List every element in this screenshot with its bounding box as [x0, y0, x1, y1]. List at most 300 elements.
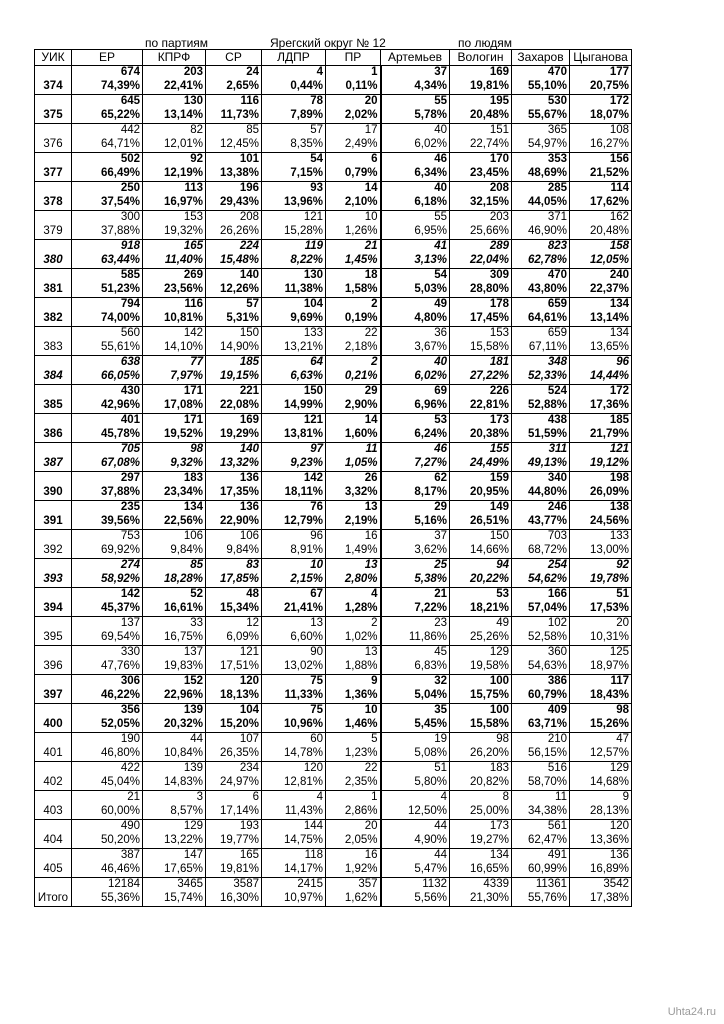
count-cell: 210	[512, 733, 570, 748]
count-cell: 274	[72, 559, 143, 574]
count-cell: 51	[381, 762, 450, 777]
percent-cell: 2,86%	[326, 805, 381, 820]
percent-cell: 0,19%	[326, 312, 381, 327]
percent-cell: 60,00%	[72, 805, 143, 820]
percent-cell: 5,78%	[381, 109, 450, 124]
count-cell: 35	[381, 704, 450, 719]
count-cell: 4	[381, 791, 450, 806]
percent-cell: 14,90%	[206, 341, 262, 356]
count-cell: 21	[381, 588, 450, 603]
percent-cell: 11,43%	[262, 805, 326, 820]
count-cell: 96	[570, 356, 632, 371]
count-cell: 208	[206, 211, 262, 226]
percent-cell: 23,34%	[143, 486, 206, 501]
percent-cell: 20,48%	[450, 109, 512, 124]
count-cell: 92	[570, 559, 632, 574]
count-cell: 171	[143, 385, 206, 400]
count-cell: 4	[262, 791, 326, 806]
percent-cell: 54,62%	[512, 573, 570, 588]
count-cell: 140	[206, 269, 262, 284]
percent-cell: 22,81%	[450, 399, 512, 414]
uik-cell: 393	[35, 559, 72, 588]
percent-cell: 18,11%	[262, 486, 326, 501]
uik-cell: 404	[35, 820, 72, 849]
count-cell: 113	[143, 182, 206, 197]
percent-cell: 52,33%	[512, 370, 570, 385]
uik-cell: 381	[35, 269, 72, 298]
table-row-percents	[35, 718, 632, 733]
count-cell: 55	[381, 95, 450, 110]
count-cell: 306	[72, 675, 143, 690]
count-cell: 172	[570, 95, 632, 110]
percent-cell: 55,67%	[512, 109, 570, 124]
table-row-counts	[35, 530, 632, 545]
column-header: УИК	[35, 50, 72, 66]
count-cell: 203	[143, 66, 206, 81]
percent-cell: 14,78%	[262, 747, 326, 762]
count-cell: 100	[450, 704, 512, 719]
count-cell: 120	[206, 675, 262, 690]
percent-cell: 9,69%	[262, 312, 326, 327]
count-cell: 139	[143, 704, 206, 719]
count-cell: 11	[512, 791, 570, 806]
table-row-counts	[35, 762, 632, 777]
percent-cell: 13,38%	[206, 167, 262, 182]
percent-cell: 15,26%	[570, 718, 632, 733]
count-cell: 98	[143, 443, 206, 458]
count-cell: 196	[206, 182, 262, 197]
percent-cell: 11,40%	[143, 254, 206, 269]
percent-cell: 21,30%	[450, 892, 512, 907]
percent-cell: 50,20%	[72, 834, 143, 849]
count-cell: 142	[262, 472, 326, 487]
percent-cell: 13,02%	[262, 660, 326, 675]
count-cell: 24	[206, 66, 262, 81]
percent-cell: 16,65%	[450, 863, 512, 878]
count-cell: 129	[143, 820, 206, 835]
percent-cell: 6,96%	[381, 399, 450, 414]
uik-cell: 383	[35, 327, 72, 356]
percent-cell: 55,10%	[512, 80, 570, 95]
header-row	[35, 50, 632, 66]
uik-cell: 397	[35, 675, 72, 704]
percent-cell: 46,46%	[72, 863, 143, 878]
percent-cell: 20,82%	[450, 776, 512, 791]
count-cell: 9	[326, 675, 381, 690]
count-cell: 340	[512, 472, 570, 487]
percent-cell: 69,54%	[72, 631, 143, 646]
percent-cell: 18,21%	[450, 602, 512, 617]
percent-cell: 5,56%	[381, 892, 450, 907]
percent-cell: 12,81%	[262, 776, 326, 791]
percent-cell: 10,84%	[143, 747, 206, 762]
percent-cell: 51,59%	[512, 428, 570, 443]
count-cell: 121	[262, 414, 326, 429]
percent-cell: 22,08%	[206, 399, 262, 414]
percent-cell: 5,38%	[381, 573, 450, 588]
percent-cell: 11,73%	[206, 109, 262, 124]
percent-cell: 14,68%	[570, 776, 632, 791]
count-cell: 178	[450, 298, 512, 313]
count-cell: 4339	[450, 878, 512, 893]
percent-cell: 47,76%	[72, 660, 143, 675]
count-cell: 92	[143, 153, 206, 168]
percent-cell: 12,50%	[381, 805, 450, 820]
count-cell: 140	[206, 443, 262, 458]
count-cell: 93	[262, 182, 326, 197]
count-cell: 703	[512, 530, 570, 545]
percent-cell: 22,41%	[143, 80, 206, 95]
percent-cell: 14,75%	[262, 834, 326, 849]
table-row-counts	[35, 298, 632, 313]
count-cell: 40	[381, 124, 450, 139]
count-cell: 234	[206, 762, 262, 777]
percent-cell: 46,90%	[512, 225, 570, 240]
percent-cell: 37,54%	[72, 196, 143, 211]
count-cell: 130	[262, 269, 326, 284]
count-cell: 246	[512, 501, 570, 516]
percent-cell: 2,02%	[326, 109, 381, 124]
percent-cell: 21,52%	[570, 167, 632, 182]
percent-cell: 16,89%	[570, 863, 632, 878]
count-cell: 11	[326, 443, 381, 458]
count-cell: 357	[326, 878, 381, 893]
count-cell: 183	[450, 762, 512, 777]
by-parties-caption: по партиям	[145, 36, 209, 50]
percent-cell: 6,83%	[381, 660, 450, 675]
count-cell: 360	[512, 646, 570, 661]
count-cell: 2415	[262, 878, 326, 893]
percent-cell: 22,37%	[570, 283, 632, 298]
percent-cell: 1,49%	[326, 544, 381, 559]
count-cell: 23	[381, 617, 450, 632]
count-cell: 20	[570, 617, 632, 632]
count-cell: 1132	[381, 878, 450, 893]
table-row-counts	[35, 153, 632, 168]
count-cell: 365	[512, 124, 570, 139]
count-cell: 705	[72, 443, 143, 458]
percent-cell: 1,02%	[326, 631, 381, 646]
count-cell: 6	[206, 791, 262, 806]
count-cell: 37	[381, 530, 450, 545]
count-cell: 134	[570, 298, 632, 313]
uik-cell: Итого	[35, 878, 72, 907]
percent-cell: 20,48%	[570, 225, 632, 240]
percent-cell: 20,22%	[450, 573, 512, 588]
percent-cell: 7,97%	[143, 370, 206, 385]
percent-cell: 13,21%	[262, 341, 326, 356]
uik-cell: 386	[35, 414, 72, 443]
percent-cell: 13,14%	[570, 312, 632, 327]
count-cell: 44	[143, 733, 206, 748]
count-cell: 52	[143, 588, 206, 603]
count-cell: 490	[72, 820, 143, 835]
count-cell: 185	[206, 356, 262, 371]
percent-cell: 20,95%	[450, 486, 512, 501]
count-cell: 133	[570, 530, 632, 545]
count-cell: 69	[381, 385, 450, 400]
uik-cell: 391	[35, 501, 72, 530]
column-header: Вологин	[450, 50, 512, 66]
percent-cell: 6,63%	[262, 370, 326, 385]
percent-cell: 4,80%	[381, 312, 450, 327]
percent-cell: 0,44%	[262, 80, 326, 95]
count-cell: 53	[450, 588, 512, 603]
count-cell: 119	[262, 240, 326, 255]
count-cell: 561	[512, 820, 570, 835]
count-cell: 67	[262, 588, 326, 603]
percent-cell: 18,13%	[206, 689, 262, 704]
percent-cell: 32,15%	[450, 196, 512, 211]
count-cell: 183	[143, 472, 206, 487]
percent-cell: 37,88%	[72, 225, 143, 240]
count-cell: 108	[570, 124, 632, 139]
table-row-percents	[35, 573, 632, 588]
percent-cell: 9,84%	[206, 544, 262, 559]
percent-cell: 2,15%	[262, 573, 326, 588]
count-cell: 470	[512, 66, 570, 81]
percent-cell: 24,56%	[570, 515, 632, 530]
table-row-counts	[35, 878, 632, 893]
count-cell: 104	[262, 298, 326, 313]
table-row-percents	[35, 776, 632, 791]
percent-cell: 74,00%	[72, 312, 143, 327]
count-cell: 2	[326, 617, 381, 632]
table-row-percents	[35, 399, 632, 414]
table-row-percents	[35, 805, 632, 820]
count-cell: 371	[512, 211, 570, 226]
count-cell: 240	[570, 269, 632, 284]
count-cell: 101	[206, 153, 262, 168]
percent-cell: 19,27%	[450, 834, 512, 849]
percent-cell: 52,88%	[512, 399, 570, 414]
percent-cell: 21,79%	[570, 428, 632, 443]
percent-cell: 13,36%	[570, 834, 632, 849]
table-row-percents	[35, 196, 632, 211]
percent-cell: 24,97%	[206, 776, 262, 791]
percent-cell: 5,45%	[381, 718, 450, 733]
count-cell: 470	[512, 269, 570, 284]
percent-cell: 17,51%	[206, 660, 262, 675]
percent-cell: 1,92%	[326, 863, 381, 878]
table-row-percents	[35, 457, 632, 472]
percent-cell: 19,58%	[450, 660, 512, 675]
table-row-counts	[35, 443, 632, 458]
percent-cell: 27,22%	[450, 370, 512, 385]
count-cell: 142	[72, 588, 143, 603]
count-cell: 60	[262, 733, 326, 748]
count-cell: 645	[72, 95, 143, 110]
percent-cell: 12,57%	[570, 747, 632, 762]
percent-cell: 7,27%	[381, 457, 450, 472]
percent-cell: 17,85%	[206, 573, 262, 588]
percent-cell: 19,83%	[143, 660, 206, 675]
column-header: Захаров	[512, 50, 570, 66]
percent-cell: 10,81%	[143, 312, 206, 327]
count-cell: 442	[72, 124, 143, 139]
table-row-percents	[35, 863, 632, 878]
count-cell: 107	[206, 733, 262, 748]
percent-cell: 43,77%	[512, 515, 570, 530]
district-title: Ярегский округ № 12	[270, 36, 386, 50]
table-row-counts	[35, 849, 632, 864]
percent-cell: 23,56%	[143, 283, 206, 298]
count-cell: 64	[262, 356, 326, 371]
percent-cell: 23,45%	[450, 167, 512, 182]
percent-cell: 11,38%	[262, 283, 326, 298]
percent-cell: 48,69%	[512, 167, 570, 182]
count-cell: 226	[450, 385, 512, 400]
percent-cell: 58,70%	[512, 776, 570, 791]
percent-cell: 2,80%	[326, 573, 381, 588]
table-row-counts	[35, 820, 632, 835]
percent-cell: 26,20%	[450, 747, 512, 762]
percent-cell: 12,19%	[143, 167, 206, 182]
percent-cell: 4,34%	[381, 80, 450, 95]
count-cell: 129	[450, 646, 512, 661]
table-row-percents	[35, 660, 632, 675]
count-cell: 156	[570, 153, 632, 168]
count-cell: 153	[143, 211, 206, 226]
percent-cell: 2,05%	[326, 834, 381, 849]
percent-cell: 10,97%	[262, 892, 326, 907]
count-cell: 133	[262, 327, 326, 342]
count-cell: 165	[143, 240, 206, 255]
percent-cell: 13,65%	[570, 341, 632, 356]
count-cell: 172	[570, 385, 632, 400]
count-cell: 348	[512, 356, 570, 371]
percent-cell: 6,24%	[381, 428, 450, 443]
uik-cell: 387	[35, 443, 72, 472]
table-row-counts	[35, 472, 632, 487]
count-cell: 57	[262, 124, 326, 139]
count-cell: 37	[381, 66, 450, 81]
count-cell: 254	[512, 559, 570, 574]
table-row-counts	[35, 414, 632, 429]
count-cell: 169	[450, 66, 512, 81]
count-cell: 120	[262, 762, 326, 777]
count-cell: 46	[381, 443, 450, 458]
percent-cell: 19,78%	[570, 573, 632, 588]
count-cell: 1	[326, 66, 381, 81]
percent-cell: 16,75%	[143, 631, 206, 646]
percent-cell: 17,62%	[570, 196, 632, 211]
count-cell: 185	[570, 414, 632, 429]
count-cell: 190	[72, 733, 143, 748]
percent-cell: 14,10%	[143, 341, 206, 356]
count-cell: 10	[262, 559, 326, 574]
count-cell: 49	[450, 617, 512, 632]
count-cell: 77	[143, 356, 206, 371]
percent-cell: 6,09%	[206, 631, 262, 646]
count-cell: 674	[72, 66, 143, 81]
percent-cell: 17,45%	[450, 312, 512, 327]
percent-cell: 17,08%	[143, 399, 206, 414]
percent-cell: 66,05%	[72, 370, 143, 385]
table-row-percents	[35, 341, 632, 356]
count-cell: 14	[326, 414, 381, 429]
percent-cell: 60,79%	[512, 689, 570, 704]
count-cell: 57	[206, 298, 262, 313]
percent-cell: 22,04%	[450, 254, 512, 269]
percent-cell: 9,32%	[143, 457, 206, 472]
column-header: ЛДПР	[262, 50, 326, 66]
count-cell: 155	[450, 443, 512, 458]
column-header: ПР	[326, 50, 381, 66]
count-cell: 118	[262, 849, 326, 864]
percent-cell: 5,31%	[206, 312, 262, 327]
uik-cell: 400	[35, 704, 72, 733]
count-cell: 75	[262, 704, 326, 719]
percent-cell: 65,22%	[72, 109, 143, 124]
count-cell: 524	[512, 385, 570, 400]
count-cell: 585	[72, 269, 143, 284]
percent-cell: 26,09%	[570, 486, 632, 501]
table-row-percents	[35, 225, 632, 240]
uik-cell: 378	[35, 182, 72, 211]
count-cell: 4	[262, 66, 326, 81]
percent-cell: 2,10%	[326, 196, 381, 211]
count-cell: 44	[381, 820, 450, 835]
count-cell: 139	[143, 762, 206, 777]
percent-cell: 66,49%	[72, 167, 143, 182]
percent-cell: 39,56%	[72, 515, 143, 530]
percent-cell: 12,05%	[570, 254, 632, 269]
count-cell: 41	[381, 240, 450, 255]
count-cell: 173	[450, 414, 512, 429]
table-row-counts	[35, 124, 632, 139]
count-cell: 106	[206, 530, 262, 545]
percent-cell: 1,46%	[326, 718, 381, 733]
percent-cell: 51,23%	[72, 283, 143, 298]
count-cell: 8	[450, 791, 512, 806]
percent-cell: 11,33%	[262, 689, 326, 704]
count-cell: 300	[72, 211, 143, 226]
percent-cell: 7,15%	[262, 167, 326, 182]
count-cell: 162	[570, 211, 632, 226]
percent-cell: 54,97%	[512, 138, 570, 153]
count-cell: 502	[72, 153, 143, 168]
percent-cell: 28,80%	[450, 283, 512, 298]
count-cell: 142	[143, 327, 206, 342]
percent-cell: 15,75%	[450, 689, 512, 704]
percent-cell: 5,80%	[381, 776, 450, 791]
percent-cell: 34,38%	[512, 805, 570, 820]
percent-cell: 17,35%	[206, 486, 262, 501]
uik-cell: 376	[35, 124, 72, 153]
count-cell: 121	[570, 443, 632, 458]
percent-cell: 3,62%	[381, 544, 450, 559]
uik-cell: 394	[35, 588, 72, 617]
column-header: Цыганова	[570, 50, 632, 66]
count-cell: 134	[143, 501, 206, 516]
count-cell: 13	[326, 646, 381, 661]
percent-cell: 69,92%	[72, 544, 143, 559]
count-cell: 40	[381, 356, 450, 371]
count-cell: 203	[450, 211, 512, 226]
count-cell: 82	[143, 124, 206, 139]
count-cell: 159	[450, 472, 512, 487]
percent-cell: 3,32%	[326, 486, 381, 501]
percent-cell: 13,14%	[143, 109, 206, 124]
percent-cell: 25,66%	[450, 225, 512, 240]
count-cell: 129	[570, 762, 632, 777]
table-row-counts	[35, 95, 632, 110]
table-row-percents	[35, 254, 632, 269]
count-cell: 22	[326, 762, 381, 777]
percent-cell: 19,81%	[450, 80, 512, 95]
uik-cell: 385	[35, 385, 72, 414]
